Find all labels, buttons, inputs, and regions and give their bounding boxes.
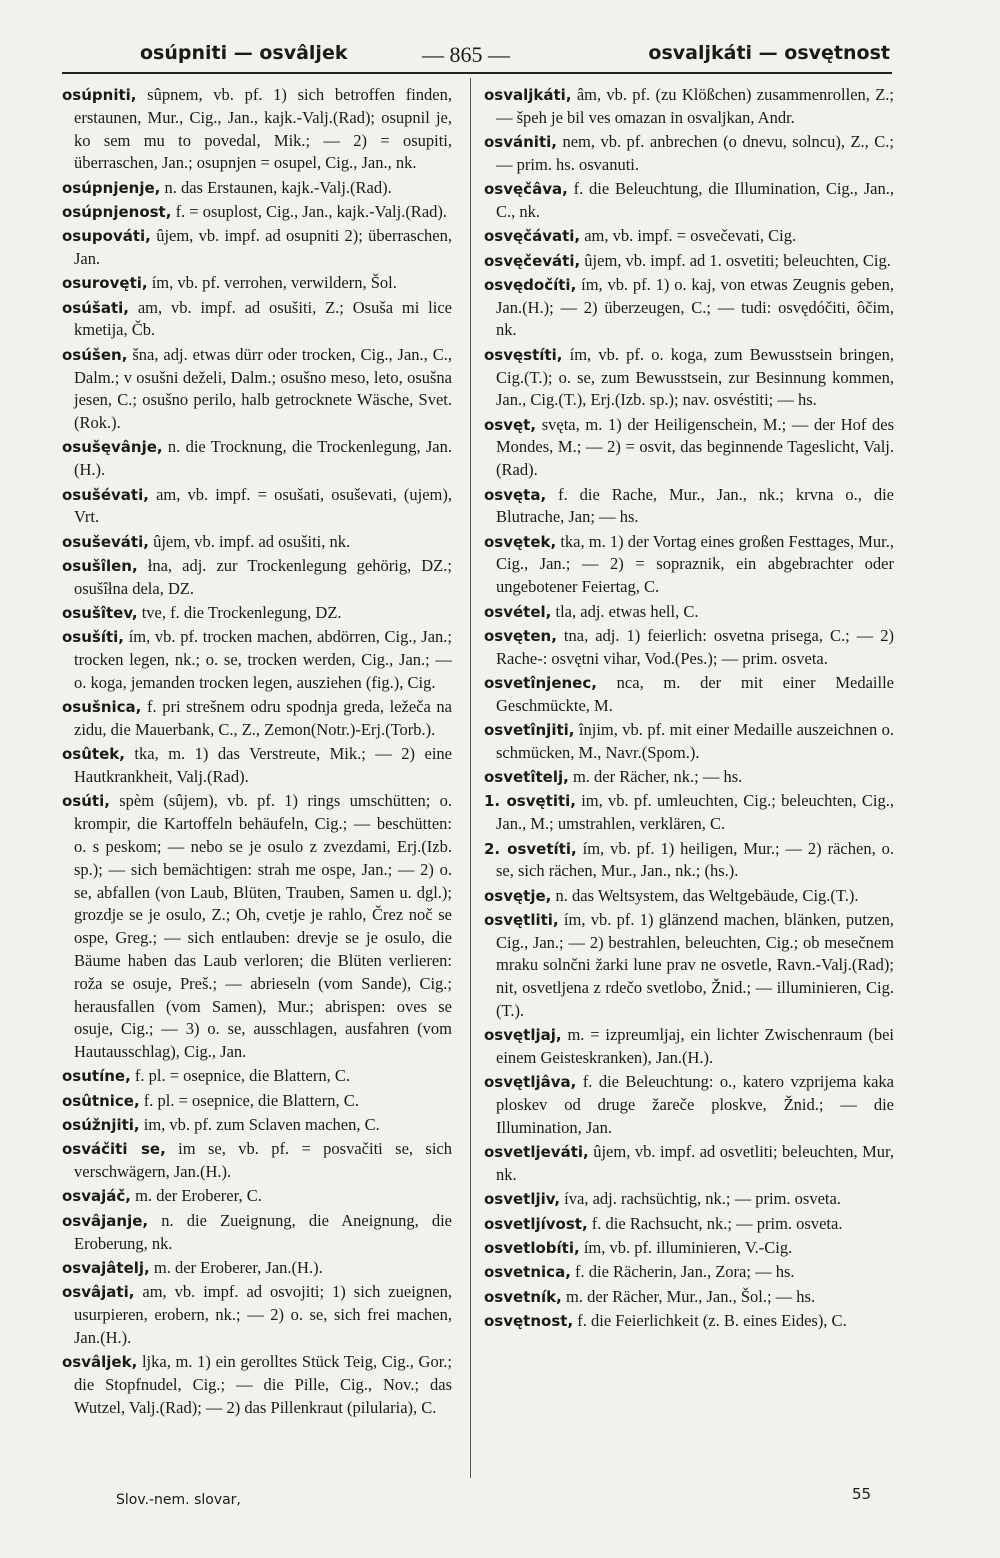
entry-headword: osvetljiv,	[484, 1190, 561, 1209]
dictionary-entry	[484, 1237, 894, 1260]
entry-definition: f. die Rachsucht, nk.; — prim. osveta.	[587, 1213, 843, 1233]
entry-headword: osvaljkáti,	[484, 86, 572, 104]
dictionary-entry	[62, 484, 452, 530]
entry-definition: šna, adj. etwas dürr oder trocken, Cig., Jan., C., Dalm.; v osušni deželi, Dalm.; osušno meso, leto, osušna jesen, C.; osušno perilo, halb getrocknete Wäsche, Svet.(Rok.).	[74, 344, 452, 433]
dictionary-entry	[484, 790, 894, 836]
entry-definition: n. das Weltsystem, das Weltgebäude, Cig.(T.).	[551, 885, 859, 905]
header-rule	[62, 72, 892, 74]
entry-headword: osušíti,	[62, 628, 124, 647]
dictionary-entry	[484, 250, 894, 273]
entry-definition: nem, vb. pf. anbrechen (o dnevu, solncu), Z., C.; — prim. hs. osvanuti.	[496, 132, 894, 174]
page-header	[130, 36, 890, 76]
dictionary-entry	[62, 1065, 452, 1088]
entry-headword: osutíne,	[62, 1067, 131, 1086]
entry-definition: tka, m. 1) der Vortag eines großen Festtages, Mur., Cig., Jan.; — 2) = sopraznik, ein abgebrachter oder ungebotener Feiertag, C.	[496, 531, 894, 597]
entry-headword: osvęčávati,	[484, 227, 581, 246]
entry-definition: ûjem, vb. impf. ad 1. osvetiti; beleuchten, Cig.	[580, 250, 891, 270]
entry-headword: osváčiti se,	[62, 1140, 166, 1159]
entry-headword: osúšati,	[62, 298, 129, 317]
entry-headword: osúšen,	[62, 345, 128, 364]
dictionary-entry	[62, 555, 452, 601]
footer-signature: Slov.-nem. slovar,	[116, 1492, 241, 1508]
entry-definition: ím, vb. pf. 1) glänzend machen, blänken, putzen, Cig., Jan.; — 2) bestrahlen, beleuchten, Cig.; ob mesečnem mraku solnčni žarki lune prav ne osvetle, Ravn.-Valj.(Rad); nit, osvetljena z rdečo svetlobo, Žnid.; — illuminieren, Cig.(T.).	[496, 909, 894, 1021]
dictionary-entry	[62, 272, 452, 295]
entry-headword: osvęten,	[484, 626, 557, 645]
entry-definition: am, vb. impf. ad osvojiti; 1) sich zueignen, usurpieren, erobern, nk.; — 2) o. se, sich frei machen, Jan.(H.).	[74, 1282, 452, 1347]
dictionary-entry	[484, 672, 894, 718]
right-column	[484, 84, 894, 1334]
entry-definition: f. pl. = osepnice, die Blattern, C.	[130, 1066, 350, 1086]
entry-definition: im, vb. pf. umleuchten, Cig.; beleuchten, Cig., Jan., M.; umstrahlen, verklären, C.	[496, 791, 894, 834]
entry-definition: m. = izpreumljaj, ein lichter Zwischenraum (bei einem Geisteskranken), Jan.(H.).	[496, 1025, 894, 1068]
entry-headword: osvetînjiti,	[484, 721, 575, 740]
dictionary-entry	[484, 625, 894, 671]
dictionary-entry	[484, 531, 894, 599]
entry-definition: sûpnem, vb. pf. 1) sich betroffen finden, erstaunen, Mur., Cig., Jan., kajk.-Valj.(Rad); osupnil je, ko sem mu to povedal, Mik.; — 2) = osupiti, überraschen, Jan.; osupnjen = osupel, Cig., Jan., nk.	[74, 85, 452, 173]
entry-definition: ím, vb. pf. illuminieren, V.-Cig.	[579, 1238, 793, 1258]
entry-definition: ûjem, vb. impf. ad osupniti 2); überraschen, Jan.	[74, 226, 452, 269]
entry-definition: ím, vb. pf. 1) heiligen, Mur.; — 2) rächen, o. se, sich rächen, Mur., Jan., nk.; (hs.).	[496, 838, 894, 881]
entry-definition: m. der Eroberer, Jan.(H.).	[149, 1257, 323, 1277]
entry-headword: osúžnjiti,	[62, 1116, 140, 1135]
entry-definition: ím, vb. pf. verrohen, verwildern, Šol.	[147, 273, 397, 293]
entry-definition: m. der Rächer, nk.; — hs.	[568, 767, 743, 787]
dictionary-entry	[62, 177, 452, 200]
column-divider	[470, 78, 471, 1478]
entry-headword: 2. osvetíti,	[484, 839, 577, 858]
dictionary-entry	[484, 1213, 894, 1236]
dictionary-entry	[62, 225, 452, 271]
entry-headword: osvętljaj,	[484, 1026, 562, 1045]
entry-definition: spèm (sûjem), vb. pf. 1) rings umschütten; o. krompir, die Kartoffeln behäufeln, Cig.; — beschütten: o. s peskom; — nebo se je osulo z zvezdami, Erj.(Izb. sp.); — sich bemächtigen: strah me ospe, Jan.; — 2) o. se, abfallen (von Laub, Blüten, Trauben, Samen u. dgl.); grozdje se je osulo, Z.; Oh, cvetje je rahlo, Črez noč se ospe, Greg.; — sich entlauben: drevje se je osulo, die Bäume haben das Laub verloren; die Blüten verlieren: roža se osuje, Preš.; — abrieseln (vom Sande), Cig.; herausfallen (vom Samen), Mur.; abrispen: oves se osuje, Cig.; — 3) o. se, ausschlagen, ausfahren (vom Hautausschlag), Cig., Jan.	[74, 791, 452, 1062]
entry-definition: svęta, m. 1) der Heiligenschein, M.; — der Hof des Mondes, M.; — 2) = osvit, das beginnende Tageslicht, Valj.(Rad).	[496, 414, 894, 480]
entry-definition: f. die Beleuchtung: o., katero vzprijema kaka ploskev od druge žareče ploskve, Žnid.; — die Illumination, Jan.	[496, 1072, 894, 1138]
entry-definition: íva, adj. rachsüchtig, nk.; — prim. osveta.	[560, 1189, 841, 1209]
dictionary-entry	[484, 225, 894, 248]
dictionary-entry	[484, 484, 894, 530]
entry-headword: osvetlobíti,	[484, 1239, 580, 1258]
entry-headword: osvetînjenec,	[484, 673, 597, 692]
dictionary-entry	[62, 1351, 452, 1419]
dictionary-entry	[484, 414, 894, 482]
header-left-guideword: osúpniti — osvâljek	[140, 42, 348, 64]
entry-headword: osvetnica,	[484, 1263, 571, 1282]
entry-headword: osvęstíti,	[484, 345, 563, 364]
entry-headword: osvajáč,	[62, 1187, 131, 1206]
entry-definition: tve, f. die Trockenlegung, DZ.	[137, 603, 342, 623]
entry-headword: osvęta,	[484, 485, 547, 504]
entry-headword: osušęvânje,	[62, 438, 163, 457]
dictionary-entry	[484, 766, 894, 789]
entry-definition: im se, vb. pf. = posvačiti se, sich verschwägern, Jan.(H.).	[74, 1139, 452, 1182]
entry-headword: osvetîtelj,	[484, 768, 569, 787]
dictionary-entry	[484, 1024, 894, 1070]
dictionary-entry	[484, 274, 894, 342]
entry-headword: osvętnost,	[484, 1311, 574, 1330]
entry-definition: ûjem, vb. impf. ad osušiti, nk.	[148, 531, 351, 551]
entry-headword: osúpnjenje,	[62, 178, 161, 197]
dictionary-entry	[484, 719, 894, 765]
dictionary-entry	[62, 297, 452, 343]
entry-headword: osvętek,	[484, 532, 557, 551]
dictionary-entry	[484, 1261, 894, 1284]
dictionary-entry	[62, 696, 452, 742]
entry-headword: osupováti,	[62, 227, 151, 246]
dictionary-entry	[62, 790, 452, 1064]
entry-headword: osvęčâva,	[484, 180, 568, 199]
dictionary-entry	[62, 1138, 452, 1184]
entry-definition: f. die Feierlichkeit (z. B. eines Eides), C.	[573, 1310, 847, 1330]
dictionary-entry	[62, 626, 452, 694]
entry-definition: tka, m. 1) das Verstreute, Mik.; — 2) eine Hautkrankheit, Valj.(Rad).	[74, 744, 452, 787]
dictionary-entry	[484, 838, 894, 884]
dictionary-entry	[484, 1071, 894, 1139]
dictionary-entry	[484, 1286, 894, 1309]
entry-definition: tla, adj. etwas hell, C.	[551, 601, 699, 621]
left-column	[62, 84, 452, 1421]
entry-headword: osvâljek,	[62, 1353, 138, 1372]
entry-definition: m. der Rächer, Mur., Jan., Šol.; — hs.	[561, 1286, 816, 1306]
entry-headword: osvętljâva,	[484, 1073, 577, 1092]
entry-definition: f. die Rächerin, Jan., Zora; — hs.	[570, 1262, 795, 1282]
entry-definition: am, vb. impf. = osvečevati, Cig.	[580, 226, 797, 246]
entry-definition: m. der Eroberer, C.	[131, 1186, 262, 1206]
dictionary-entry	[484, 344, 894, 412]
entry-headword: osvęt,	[484, 415, 537, 434]
dictionary-entry	[62, 344, 452, 435]
entry-headword: osúpniti,	[62, 86, 137, 104]
entry-definition: n. die Zueignung, die Aneignung, die Eroberung, nk.	[74, 1210, 452, 1253]
entry-definition: im, vb. pf. zum Sclaven machen, C.	[139, 1115, 380, 1135]
dictionary-entry	[484, 1141, 894, 1187]
entry-headword: osvętje,	[484, 886, 552, 905]
dictionary-entry	[62, 1185, 452, 1208]
header-right-guideword: osvaljkáti — osvętnost	[648, 42, 890, 64]
entry-headword: osvetljeváti,	[484, 1143, 589, 1162]
dictionary-entry	[62, 1257, 452, 1280]
entry-definition: ûjem, vb. impf. ad osvetliti; beleuchten, Mur, nk.	[496, 1142, 894, 1185]
dictionary-entry	[484, 909, 894, 1023]
entry-definition: ím, vb. pf. o. koga, zum Bewusstsein bringen, Cig.(T.); o. se, zum Bewusstsein, zur Besinnung kommen, Jan., Cig.(T.), Erj.(Izb. sp.); nav. osvéstiti; — hs.	[496, 344, 894, 410]
entry-definition: âm, vb. pf. (zu Klößchen) zusammenrollen, Z.; — špeh je bil ves omazan in osvaljkan, Andr.	[496, 85, 894, 127]
entry-headword: osuševáti,	[62, 532, 149, 551]
entry-headword: osvetník,	[484, 1287, 562, 1306]
entry-definition: nca, m. der mit einer Medaille Geschmückte, M.	[496, 672, 894, 715]
dictionary-entry	[62, 1210, 452, 1256]
entry-headword: osvâjanje,	[62, 1211, 149, 1230]
entry-definition: am, vb. impf. ad osušiti, Z.; Osuša mi lice kmetija, Čb.	[74, 297, 452, 340]
dictionary-entry	[484, 131, 894, 177]
entry-headword: osvędočíti,	[484, 275, 577, 294]
dictionary-entry	[62, 1281, 452, 1349]
dictionary-entry	[62, 531, 452, 554]
entry-definition: f. pl. = osepnice, die Blattern, C.	[139, 1090, 359, 1110]
dictionary-entry	[62, 201, 452, 224]
dictionary-entry	[484, 1310, 894, 1333]
footer-sheet-number: 55	[852, 1485, 872, 1503]
entry-headword: osvétel,	[484, 602, 552, 621]
dictionary-entry	[484, 178, 894, 224]
entry-headword: osûtek,	[62, 745, 125, 764]
dictionary-entry	[62, 84, 452, 175]
entry-definition: ím, vb. pf. 1) o. kaj, von etwas Zeugnis geben, Jan.(H.); — 2) überzeugen, C.; — tudi: osvędóčiti, ôčim, nk.	[496, 274, 894, 340]
entry-headword: osušnica,	[62, 698, 142, 717]
dictionary-entry	[484, 84, 894, 130]
dictionary-entry	[62, 743, 452, 789]
dictionary-entry	[62, 436, 452, 482]
entry-headword: osúpnjenost,	[62, 202, 172, 221]
entry-definition: înjim, vb. pf. mit einer Medaille auszeichnen o. schmücken, M., Navr.(Spom.).	[496, 720, 894, 762]
entry-definition: f. = osuplost, Cig., Jan., kajk.-Valj.(Rad).	[171, 201, 448, 221]
entry-headword: osúti,	[62, 792, 110, 811]
dictionary-entry	[484, 885, 894, 908]
dictionary-entry	[62, 1090, 452, 1113]
entry-headword: osvániti,	[484, 133, 557, 152]
entry-headword: osvajâtelj,	[62, 1258, 150, 1277]
entry-headword: osûtnice,	[62, 1091, 140, 1110]
dictionary-entry	[484, 601, 894, 624]
entry-definition: am, vb. impf. = osušati, osuševati, (ujem), Vrt.	[74, 484, 452, 527]
entry-definition: n. das Erstaunen, kajk.-Valj.(Rad).	[160, 177, 392, 197]
page-number: — 865 —	[422, 42, 510, 67]
entry-definition: tna, adj. 1) feierlich: osvetna prisega, C.; — 2) Rache-: osvętni vihar, Vod.(Pes.); — prim. osveta.	[496, 625, 894, 668]
entry-definition: n. die Trocknung, die Trockenlegung, Jan.(H.).	[74, 437, 452, 480]
dictionary-entry	[62, 602, 452, 625]
entry-headword: 1. osvętiti,	[484, 792, 576, 811]
entry-headword: osušîtev,	[62, 604, 138, 623]
dictionary-entry	[62, 1114, 452, 1137]
dictionary-entry	[484, 1188, 894, 1211]
entry-headword: osvętliti,	[484, 910, 559, 929]
entry-definition: f. die Rache, Mur., Jan., nk.; krvna o., die Blutrache, Jan; — hs.	[496, 484, 894, 527]
entry-headword: osušîlen,	[62, 556, 138, 575]
entry-definition: f. die Beleuchtung, die Illumination, Cig., Jan., C., nk.	[496, 179, 894, 221]
entry-headword: osvęčeváti,	[484, 251, 581, 270]
entry-definition: ím, vb. pf. trocken machen, abdörren, Cig., Jan.; trocken legen, nk.; o. se, trocken werden, Cig., Jan.; — o. koga, jemanden trocken legen, ausziehen (fig.), Cig.	[74, 627, 452, 692]
entry-definition: ljka, m. 1) ein gerolltes Stück Teig, Cig., Gor.; die Stopfnudel, Cig.; — die Pille, Cig., Nov.; das Wutzel, Valj.(Rad); — 2) das Pillenkraut (pilularia), C.	[74, 1352, 452, 1417]
entry-definition: f. pri strešnem odru spodnja greda, ležeča na zidu, die Mauerbank, C., Z., Zemon(Notr.)-Erj.(Torb.).	[74, 697, 452, 740]
entry-headword: osvetljívost,	[484, 1214, 588, 1233]
entry-headword: osurovęti,	[62, 274, 148, 293]
entry-headword: osvâjati,	[62, 1283, 135, 1302]
entry-headword: osušévati,	[62, 485, 149, 504]
entry-definition: łna, adj. zur Trockenlegung gehörig, DZ.; osušîłna dela, DZ.	[74, 555, 452, 598]
